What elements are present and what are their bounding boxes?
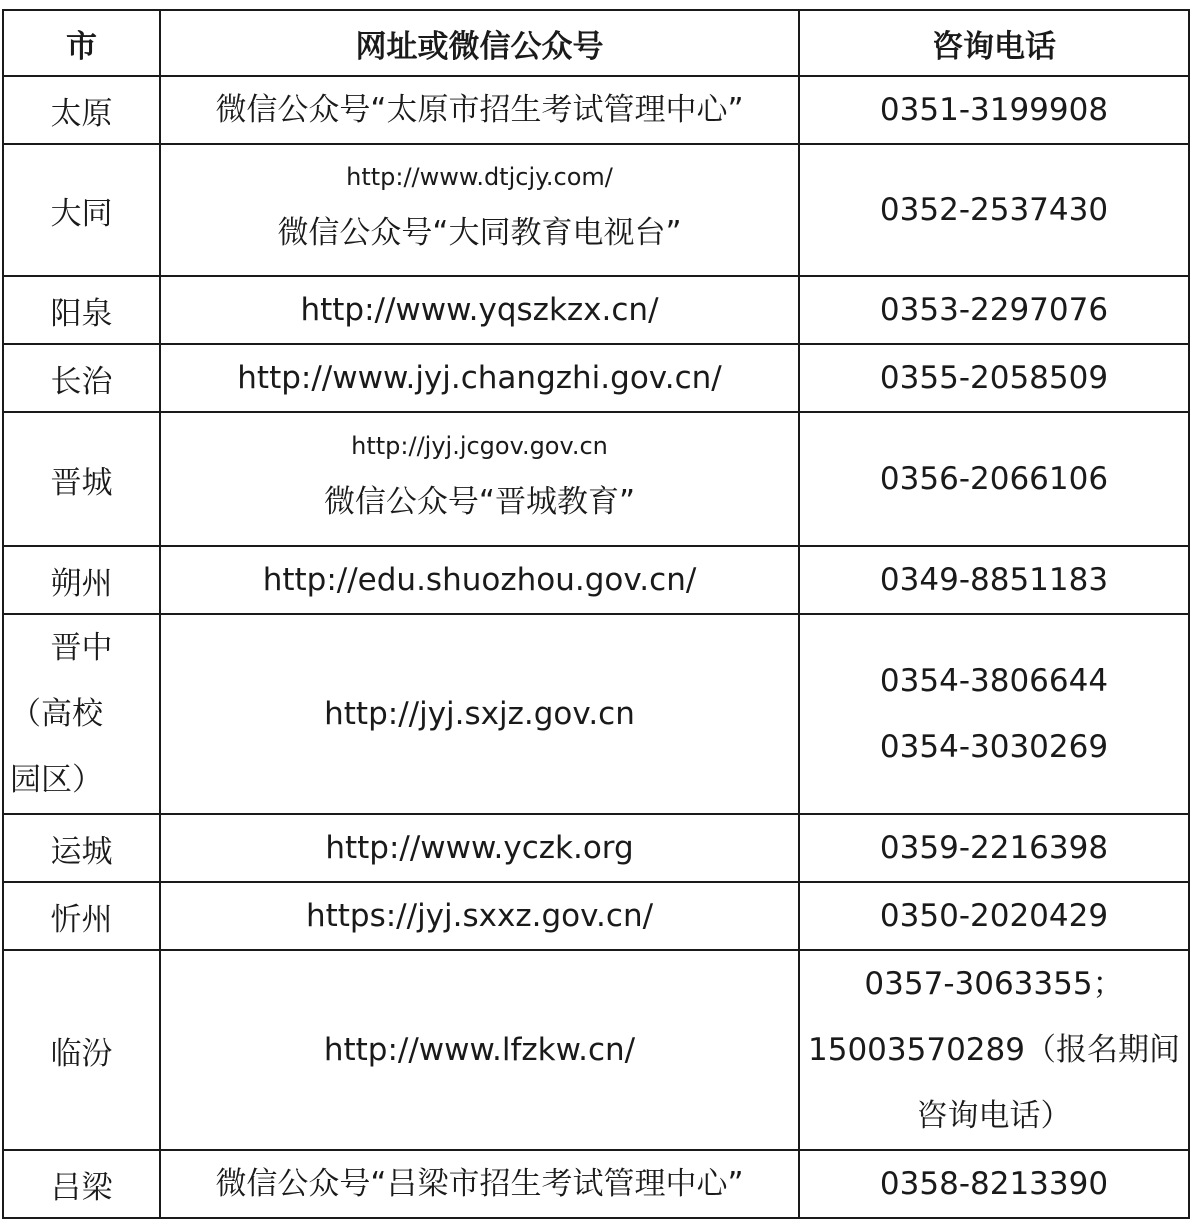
header-row <box>3 10 1189 76</box>
website-link[interactable]: https://jyj.sxxz.gov.cn/ <box>305 898 654 934</box>
city-line: （高校 <box>10 696 103 732</box>
wechat-account: 微信公众号“晋城教育” <box>323 484 636 520</box>
table-row <box>3 144 1189 276</box>
tel-cell <box>799 950 1189 1150</box>
web-cell <box>160 344 799 412</box>
website-link[interactable]: http://www.jyj.changzhi.gov.cn/ <box>237 360 722 396</box>
website-link[interactable]: http://www.lfzkw.cn/ <box>323 1032 636 1068</box>
phone-number: 0359-2216398 <box>879 830 1109 866</box>
phone-note: 咨询电话） <box>916 1098 1072 1134</box>
tel-cell <box>799 144 1189 276</box>
city-cell: 晋城 <box>3 412 160 546</box>
city-cell: 忻州 <box>3 882 160 950</box>
wechat-account: 微信公众号“大同教育电视台” <box>277 215 682 251</box>
table-row <box>3 546 1189 614</box>
web-cell <box>160 144 799 276</box>
tel-cell <box>799 614 1189 814</box>
phone-number: 0355-2058509 <box>879 360 1109 396</box>
web-cell <box>160 412 799 546</box>
table-row <box>3 882 1189 950</box>
tel-cell <box>799 412 1189 546</box>
phone-number: 0353-2297076 <box>879 292 1109 328</box>
phone-number: 0356-2066106 <box>879 461 1109 497</box>
phone-number: 0358-8213390 <box>879 1166 1109 1202</box>
wechat-account: 微信公众号“太原市招生考试管理中心” <box>215 92 744 128</box>
city-line: 晋中 <box>50 630 113 666</box>
phone-number: 0352-2537430 <box>879 192 1109 228</box>
city-cell: 临汾 <box>3 950 160 1150</box>
header-city: 市 <box>3 10 160 76</box>
table-row <box>3 276 1189 344</box>
web-cell <box>160 614 799 814</box>
tel-cell <box>799 1150 1189 1218</box>
web-cell <box>160 276 799 344</box>
phone-number: 0357-3063355； <box>864 966 1124 1002</box>
table-body <box>3 76 1189 1218</box>
header-web: 网址或微信公众号 <box>160 10 799 76</box>
contacts-table <box>2 9 1190 1219</box>
table-row <box>3 814 1189 882</box>
web-cell <box>160 950 799 1150</box>
table-row <box>3 1150 1189 1218</box>
table-row <box>3 614 1189 814</box>
city-cell: 阳泉 <box>3 276 160 344</box>
phone-number: 0351-3199908 <box>879 92 1109 128</box>
tel-cell <box>799 344 1189 412</box>
website-link[interactable]: http://edu.shuozhou.gov.cn/ <box>262 562 697 598</box>
tel-cell <box>799 76 1189 144</box>
city-cell: 大同 <box>3 144 160 276</box>
city-cell <box>3 614 160 814</box>
web-cell <box>160 546 799 614</box>
table-row <box>3 412 1189 546</box>
city-cell: 长治 <box>3 344 160 412</box>
website-link[interactable]: http://jyj.sxjz.gov.cn <box>324 696 635 732</box>
tel-cell <box>799 882 1189 950</box>
phone-number: 15003570289（报名期间 <box>808 1032 1180 1068</box>
table-row <box>3 76 1189 144</box>
tel-cell <box>799 546 1189 614</box>
wechat-account: 微信公众号“吕梁市招生考试管理中心” <box>215 1166 744 1202</box>
web-cell <box>160 882 799 950</box>
city-cell: 朔州 <box>3 546 160 614</box>
website-link[interactable]: http://www.yqszkzx.cn/ <box>300 292 659 328</box>
city-cell: 运城 <box>3 814 160 882</box>
web-cell <box>160 76 799 144</box>
tel-cell <box>799 276 1189 344</box>
website-link[interactable]: http://www.yczk.org <box>325 830 634 866</box>
website-link[interactable]: http://jyj.jcgov.gov.cn <box>351 432 608 460</box>
city-line: 园区） <box>10 762 103 798</box>
phone-number: 0349-8851183 <box>879 562 1109 598</box>
table-header <box>3 10 1189 76</box>
phone-number: 0350-2020429 <box>879 898 1109 934</box>
phone-number: 0354-3030269 <box>879 729 1109 765</box>
table-row <box>3 950 1189 1150</box>
phone-number: 0354-3806644 <box>879 663 1109 699</box>
tel-cell <box>799 814 1189 882</box>
web-cell <box>160 814 799 882</box>
website-link[interactable]: http://www.dtjcjy.com/ <box>346 163 613 191</box>
web-cell <box>160 1150 799 1218</box>
city-cell: 吕梁 <box>3 1150 160 1218</box>
table-row <box>3 344 1189 412</box>
city-cell: 太原 <box>3 76 160 144</box>
header-tel: 咨询电话 <box>799 10 1189 76</box>
